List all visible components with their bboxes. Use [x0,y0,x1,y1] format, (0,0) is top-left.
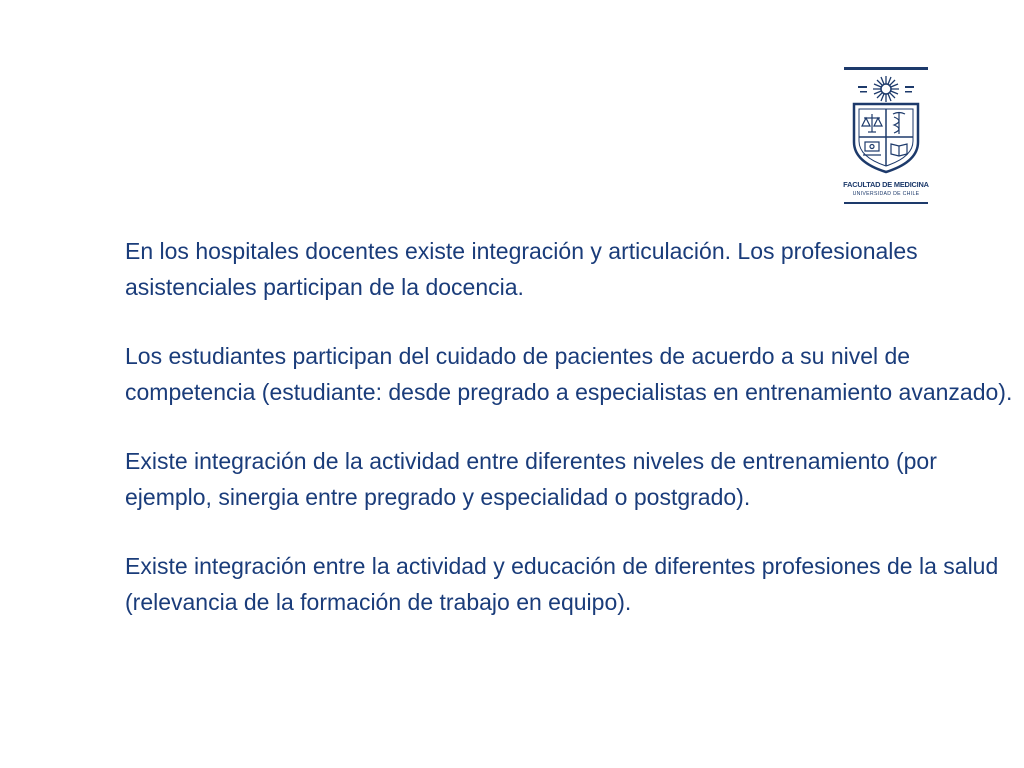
logo-subtitle: UNIVERSIDAD DE CHILE [852,191,920,197]
logo-title: FACULTAD DE MEDICINA [843,180,929,189]
logo-bottom-rule [838,202,934,206]
paragraph-3: Existe integración de la actividad entre diferentes niveles de entrenamiento (por ejemplo, sinergia entre pregrado y especialidad o postgrado). [125,448,937,510]
paragraph-2: Los estudiantes participan del cuidado de pacientes de acuerdo a su nivel de competencia (estudiante: desde pregrado a especialistas en entrenamiento avanzado). [125,343,1013,405]
faculty-logo [838,66,934,210]
faculty-crest-icon [838,66,934,178]
slide-body [125,234,1015,620]
paragraph-1: En los hospitales docentes existe integración y articulación. Los profesionales asistenciales participan de la docencia. [125,238,918,300]
paragraph-4: Existe integración entre la actividad y educación de diferentes profesiones de la salud (relevancia de la formación de trabajo en equipo). [125,553,999,615]
